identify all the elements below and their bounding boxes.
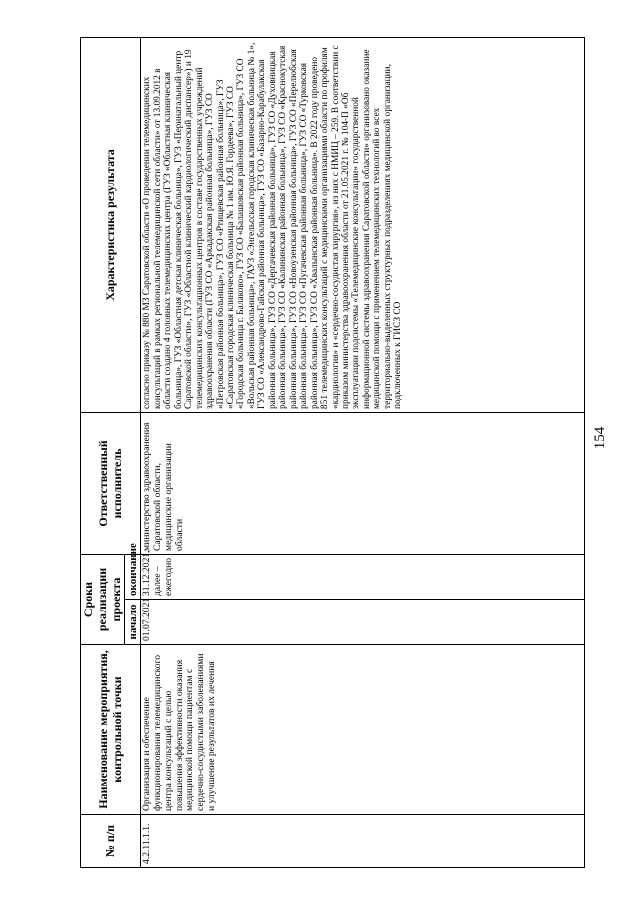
page-number: 154 (592, 426, 608, 450)
header-result: Характеристика результата (81, 37, 141, 412)
table-row (141, 37, 585, 867)
header-end: окончание (125, 554, 141, 599)
measures-table (80, 37, 585, 868)
cell-name: Организация и обеспечение функционирования телемедицинского центра консультаций с целью повышения эффективности оказания медицинской помощи пациентам с сердечно-сосудистыми заболеваниями и улучшение результатов их лечения (141, 645, 585, 815)
cell-responsible: министерство здравоохранения Саратовской области, медицинские организации области (141, 412, 585, 554)
cell-end: 31.12.2021, далее – ежегодно (141, 554, 585, 599)
header-num: № п/п (81, 815, 141, 868)
header-start: начало (125, 600, 141, 645)
cell-start: 01.07.2021 (141, 600, 585, 645)
header-period: Сроки реализации проекта (81, 554, 125, 644)
cell-result: согласно приказу № 880 МЗ Саратовской области «О проведении телемедицинских консультаций в рамках региональной телемедицинской сети области» от 13.09.2012 в области создано 4 головных телемедицинских центра (ГУЗ «Областная клиническая больница», ГУЗ «Областная детская клиническая больница», ГУЗ «Перинатальный центр Саратовской области», ГУЗ «Областной клинический кардиологический диспансер») и 19 телемедицинских консультационных центров в составе государственных учреждений здравоохранения области (ГУЗ СО «Аркадакская районная больница», ГУЗ СО «Петровская районная больница», ГУЗ СО «Ртищевская районная больница», ГУЗ «Саратовская городская клиническая больница № 1 им. Ю.Я. Гордеева», ГУЗ СО «Городская больница г. Балаково», ГУЗ СО «Балашовская районная больница», ГУЗ СО «Вольская районная больница», ГАУЗ «Энгельсская городская клиническая больница № 1», ГУЗ СО «Александрово-Гайская районная больница», ГУЗ СО «Базарно-Карабулакская районная больница», ГУЗ СО «Дергачевская районная больница», ГУЗ СО «Духовницкая районная больница», ГУЗ СО «Калининская районная больница», ГУЗ СО «Краснокутская районная больница», ГУЗ СО «Новоузенская районная больница», ГУЗ СО «Перелюбская районная больница», ГУЗ СО «Пугачевская районная больница», ГУЗ СО «Турковская районная больница», ГУЗ СО «Хвалынская районная больница». В 2022 году проведено 851 телемедицинских консультаций с медицинскими организациями области по профилям «кардиология» и «сердечно-сосудистая хирургия», из них с НМИЦ – 259. В соответствии с приказом министерства здравоохранения области от 21.05.2021 г. № 104-П «Об эксплуатации подсистемы «Телемедицинские консультации» государственной информационной системы здравоохранения Саратовской области» организовано оказание медицинской помощи с применением телемедицинских технологий во всех территориально-выделенных структурных подразделениях медицинской организации, подключенных к ГИСЗ СО (141, 37, 585, 412)
header-responsible: Ответственный исполнитель (81, 412, 141, 554)
cell-num: 4.2.11.1.1. (141, 815, 585, 868)
rotated-table-container (80, 38, 585, 868)
header-name: Наименование мероприятия, контрольной точки (81, 645, 141, 815)
